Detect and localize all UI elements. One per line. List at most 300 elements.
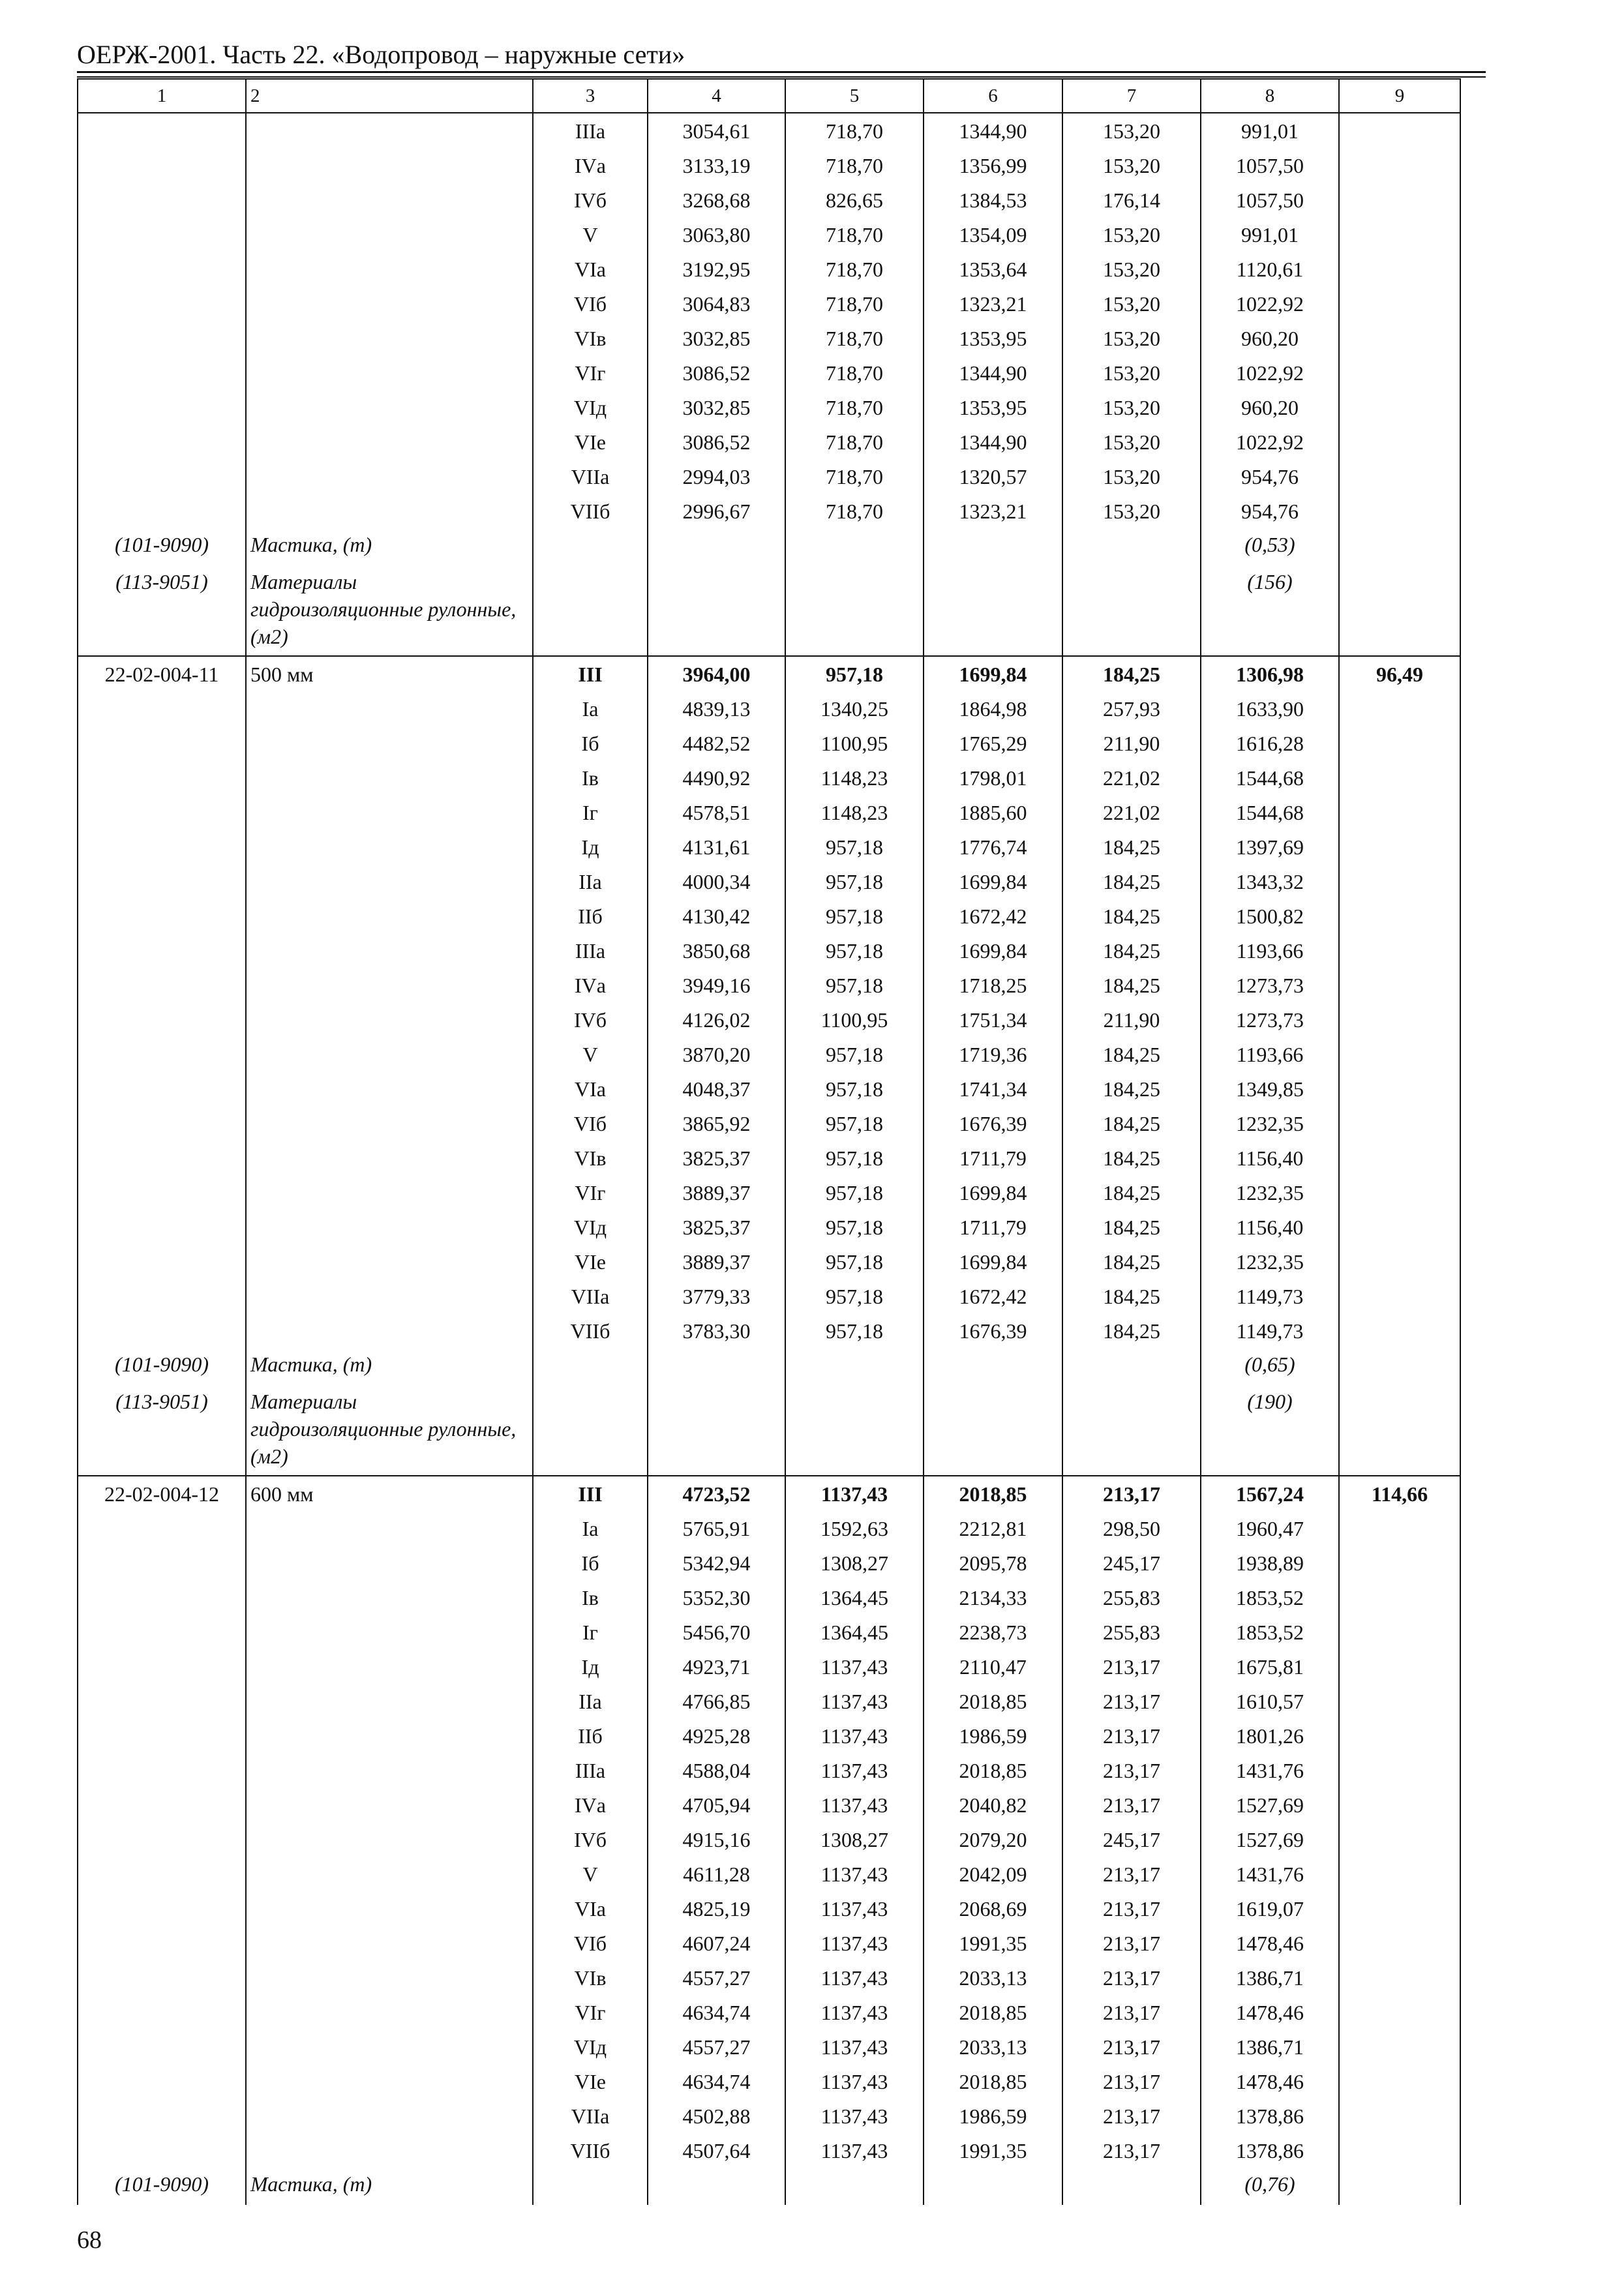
- table-row: [78, 691, 1460, 726]
- table-cell: [1339, 691, 1460, 726]
- table-cell: 1711,79: [924, 1210, 1062, 1244]
- table-cell: VIа: [533, 252, 648, 286]
- table-cell: 184,25: [1062, 656, 1201, 691]
- table-cell: V: [533, 217, 648, 252]
- table-cell: 1431,76: [1201, 1753, 1339, 1788]
- table-cell: 1544,68: [1201, 760, 1339, 795]
- table-cell: [1339, 1106, 1460, 1141]
- table-cell: 1137,43: [785, 1476, 924, 1511]
- table-row: [78, 1106, 1460, 1141]
- item-name-empty: [246, 1960, 533, 1995]
- table-cell: 4507,64: [648, 2133, 785, 2168]
- table-cell: VIб: [533, 1106, 648, 1141]
- table-cell: 1057,50: [1201, 183, 1339, 217]
- table-cell: 184,25: [1062, 1313, 1201, 1348]
- table-cell: 5342,94: [648, 1546, 785, 1580]
- table-cell: VIIа: [533, 1279, 648, 1313]
- table-cell: 213,17: [1062, 1476, 1201, 1511]
- item-code-empty: [78, 1753, 246, 1788]
- item-name-empty: [246, 1511, 533, 1546]
- table-cell: 960,20: [1201, 390, 1339, 425]
- item-name-empty: [246, 968, 533, 1002]
- resource-name: Мастика, (т): [246, 2168, 533, 2205]
- table-row: [78, 183, 1460, 217]
- column-header: 6: [924, 79, 1062, 113]
- table-cell: 4490,92: [648, 760, 785, 795]
- item-code-empty: [78, 795, 246, 830]
- table-cell: 1137,43: [785, 1684, 924, 1718]
- table-cell: 1676,39: [924, 1106, 1062, 1141]
- item-code-empty: [78, 830, 246, 864]
- item-code-empty: [78, 968, 246, 1002]
- table-row: [78, 726, 1460, 760]
- table-cell: [1339, 1313, 1460, 1348]
- table-cell: 960,20: [1201, 321, 1339, 355]
- table-cell: 1991,35: [924, 2133, 1062, 2168]
- resource-empty-cell: [1062, 528, 1201, 565]
- table-row: [78, 1511, 1460, 1546]
- table-row: [78, 217, 1460, 252]
- item-code-empty: [78, 355, 246, 390]
- table-cell: [1339, 1071, 1460, 1106]
- table-row: [78, 864, 1460, 899]
- table-cell: 1527,69: [1201, 1822, 1339, 1857]
- item-name: [246, 113, 533, 148]
- table-cell: 4131,61: [648, 830, 785, 864]
- table-cell: 1718,25: [924, 968, 1062, 1002]
- table-cell: [1339, 425, 1460, 459]
- table-cell: [1339, 1995, 1460, 2029]
- resource-row: [78, 1385, 1460, 1476]
- table-cell: VIд: [533, 390, 648, 425]
- table-row: [78, 1071, 1460, 1106]
- table-cell: 957,18: [785, 1313, 924, 1348]
- table-cell: VIе: [533, 1244, 648, 1279]
- table-cell: 1022,92: [1201, 355, 1339, 390]
- table-row: [78, 286, 1460, 321]
- table-cell: 718,70: [785, 148, 924, 183]
- table-cell: 1751,34: [924, 1002, 1062, 1037]
- table-cell: 213,17: [1062, 1960, 1201, 1995]
- table-cell: 1386,71: [1201, 2029, 1339, 2064]
- item-code-empty: [78, 1511, 246, 1546]
- table-row: [78, 1995, 1460, 2029]
- table-cell: 1675,81: [1201, 1649, 1339, 1684]
- table-row: [78, 1002, 1460, 1037]
- table-cell: VIIа: [533, 2099, 648, 2133]
- table-row: [78, 1244, 1460, 1279]
- table-cell: 1308,27: [785, 1546, 924, 1580]
- table-cell: 1353,64: [924, 252, 1062, 286]
- column-header: 7: [1062, 79, 1201, 113]
- table-cell: 1960,47: [1201, 1511, 1339, 1546]
- table-row: [78, 1891, 1460, 1926]
- resource-name: Материалы гидроизоляционные рулонные, (м2): [246, 1385, 533, 1476]
- table-cell: 718,70: [785, 425, 924, 459]
- item-name-empty: [246, 390, 533, 425]
- table-cell: 1344,90: [924, 355, 1062, 390]
- page-number: 68: [77, 2226, 102, 2254]
- table-cell: 718,70: [785, 355, 924, 390]
- header-rule: [77, 71, 1486, 73]
- table-row: [78, 113, 1460, 148]
- table-cell: 3850,68: [648, 933, 785, 968]
- resource-empty-cell: [648, 1385, 785, 1476]
- resource-code: (113-9051): [78, 565, 246, 656]
- table-cell: VIб: [533, 1926, 648, 1960]
- table-cell: 114,66: [1339, 1476, 1460, 1511]
- item-code-empty: [78, 1857, 246, 1891]
- resource-empty-cell: [648, 2168, 785, 2205]
- table-cell: VIг: [533, 1995, 648, 2029]
- table-cell: 1156,40: [1201, 1210, 1339, 1244]
- table-cell: [1339, 459, 1460, 494]
- table-cell: 1149,73: [1201, 1313, 1339, 1348]
- table-cell: IIа: [533, 864, 648, 899]
- page-header: ОЕРЖ-2001. Часть 22. «Водопровод – наружные сети»: [77, 40, 685, 69]
- item-code-empty: [78, 1071, 246, 1106]
- table-cell: VIд: [533, 2029, 648, 2064]
- table-row: [78, 1649, 1460, 1684]
- table-cell: 4923,71: [648, 1649, 785, 1684]
- table-cell: IIб: [533, 899, 648, 933]
- resource-empty-cell: [924, 565, 1062, 656]
- table-cell: IIIа: [533, 933, 648, 968]
- table-cell: 1353,95: [924, 321, 1062, 355]
- item-code-empty: [78, 1141, 246, 1175]
- table-cell: [1339, 1788, 1460, 1822]
- table-cell: 1711,79: [924, 1141, 1062, 1175]
- item-name-empty: [246, 1891, 533, 1926]
- table-cell: 1149,73: [1201, 1279, 1339, 1313]
- table-cell: 4126,02: [648, 1002, 785, 1037]
- table-cell: 3054,61: [648, 113, 785, 148]
- table-row: [78, 1857, 1460, 1891]
- table-cell: 1137,43: [785, 2029, 924, 2064]
- table-cell: 211,90: [1062, 1002, 1201, 1037]
- table-cell: [1339, 2133, 1460, 2168]
- table-cell: 2095,78: [924, 1546, 1062, 1580]
- table-cell: 1340,25: [785, 691, 924, 726]
- resource-empty-cell: [785, 528, 924, 565]
- item-name-empty: [246, 1002, 533, 1037]
- table-cell: 4502,88: [648, 2099, 785, 2133]
- table-cell: 4723,52: [648, 1476, 785, 1511]
- item-name-empty: [246, 2133, 533, 2168]
- table-cell: 1633,90: [1201, 691, 1339, 726]
- table-cell: 1986,59: [924, 2099, 1062, 2133]
- table-row: [78, 459, 1460, 494]
- table-cell: [1339, 1580, 1460, 1615]
- table-cell: IIIа: [533, 113, 648, 148]
- column-header: 9: [1339, 79, 1460, 113]
- table-cell: 153,20: [1062, 148, 1201, 183]
- table-row: [78, 1615, 1460, 1649]
- table-cell: [1339, 355, 1460, 390]
- table-cell: Iа: [533, 1511, 648, 1546]
- item-code-empty: [78, 494, 246, 528]
- table-cell: 1343,32: [1201, 864, 1339, 899]
- table-cell: 1938,89: [1201, 1546, 1339, 1580]
- item-code-empty: [78, 2064, 246, 2099]
- table-cell: [1339, 1244, 1460, 1279]
- table-cell: 3032,85: [648, 321, 785, 355]
- table-cell: Iд: [533, 1649, 648, 1684]
- item-code-empty: [78, 1615, 246, 1649]
- table-cell: 184,25: [1062, 1071, 1201, 1106]
- table-cell: 213,17: [1062, 1891, 1201, 1926]
- table-cell: 957,18: [785, 1279, 924, 1313]
- table-cell: 3783,30: [648, 1313, 785, 1348]
- item-name-empty: [246, 2029, 533, 2064]
- table-cell: 1699,84: [924, 656, 1062, 691]
- table-cell: 1378,86: [1201, 2133, 1339, 2168]
- table-cell: 1527,69: [1201, 1788, 1339, 1822]
- table-cell: 245,17: [1062, 1546, 1201, 1580]
- table-row: [78, 795, 1460, 830]
- item-name: 600 мм: [246, 1476, 533, 1511]
- table-cell: [1339, 1857, 1460, 1891]
- item-name-empty: [246, 1580, 533, 1615]
- table-cell: 213,17: [1062, 1684, 1201, 1718]
- table-cell: Iб: [533, 1546, 648, 1580]
- resource-code: (113-9051): [78, 1385, 246, 1476]
- item-name-empty: [246, 1244, 533, 1279]
- table-cell: 1364,45: [785, 1615, 924, 1649]
- item-code: 22-02-004-11: [78, 656, 246, 691]
- column-header: 8: [1201, 79, 1339, 113]
- table-cell: 2068,69: [924, 1891, 1062, 1926]
- table-cell: 2042,09: [924, 1857, 1062, 1891]
- item-name-empty: [246, 2099, 533, 2133]
- resource-empty-cell: [1062, 2168, 1201, 2205]
- table-row: [78, 1546, 1460, 1580]
- resource-value: (0,65): [1201, 1348, 1339, 1385]
- table-cell: 826,65: [785, 183, 924, 217]
- table-row: [78, 1476, 1460, 1511]
- item-name-empty: [246, 1546, 533, 1580]
- table-cell: VIа: [533, 1071, 648, 1106]
- item-name-empty: [246, 183, 533, 217]
- table-cell: [1339, 864, 1460, 899]
- table-cell: V: [533, 1857, 648, 1891]
- item-code-empty: [78, 425, 246, 459]
- table-cell: 1801,26: [1201, 1718, 1339, 1753]
- table-cell: 3064,83: [648, 286, 785, 321]
- table-cell: 1478,46: [1201, 1995, 1339, 2029]
- table-cell: Iа: [533, 691, 648, 726]
- table-row: [78, 1175, 1460, 1210]
- table-cell: 1137,43: [785, 1788, 924, 1822]
- table-cell: VIв: [533, 321, 648, 355]
- table-row: [78, 425, 1460, 459]
- item-code-empty: [78, 691, 246, 726]
- table-row: [78, 1580, 1460, 1615]
- table-cell: III: [533, 656, 648, 691]
- table-cell: 1137,43: [785, 2133, 924, 2168]
- table-cell: 221,02: [1062, 760, 1201, 795]
- table-cell: 1986,59: [924, 1718, 1062, 1753]
- table-cell: 213,17: [1062, 1753, 1201, 1788]
- table-cell: 4766,85: [648, 1684, 785, 1718]
- table-cell: Iг: [533, 1615, 648, 1649]
- table-cell: Iд: [533, 830, 648, 864]
- resource-empty-cell: [1339, 528, 1460, 565]
- table-cell: 1308,27: [785, 1822, 924, 1857]
- item-code-empty: [78, 1891, 246, 1926]
- resource-empty-cell: [785, 1348, 924, 1385]
- table-cell: 5456,70: [648, 1615, 785, 1649]
- table-cell: 1148,23: [785, 760, 924, 795]
- item-name-empty: [246, 1313, 533, 1348]
- table-cell: 245,17: [1062, 1822, 1201, 1857]
- table-row: [78, 1926, 1460, 1960]
- table-cell: 954,76: [1201, 494, 1339, 528]
- table-cell: 153,20: [1062, 252, 1201, 286]
- table-cell: 957,18: [785, 1071, 924, 1106]
- table-cell: 1431,76: [1201, 1857, 1339, 1891]
- table-cell: [1339, 760, 1460, 795]
- table-row: [78, 1210, 1460, 1244]
- table-cell: IIа: [533, 1684, 648, 1718]
- table-row: [78, 2029, 1460, 2064]
- item-code-empty: [78, 1210, 246, 1244]
- table-cell: 3032,85: [648, 390, 785, 425]
- item-name-empty: [246, 148, 533, 183]
- table-cell: 153,20: [1062, 494, 1201, 528]
- table-cell: 153,20: [1062, 286, 1201, 321]
- table-cell: 4048,37: [648, 1071, 785, 1106]
- table-cell: 957,18: [785, 1106, 924, 1141]
- table-cell: 4557,27: [648, 2029, 785, 2064]
- table-row: [78, 899, 1460, 933]
- table-cell: IVб: [533, 1002, 648, 1037]
- table-cell: [1339, 1926, 1460, 1960]
- table-cell: 1022,92: [1201, 425, 1339, 459]
- table-cell: [1339, 1511, 1460, 1546]
- table-cell: 184,25: [1062, 830, 1201, 864]
- table-cell: IVа: [533, 1788, 648, 1822]
- table-cell: IIIа: [533, 1753, 648, 1788]
- table-cell: 184,25: [1062, 1141, 1201, 1175]
- table-cell: 1306,98: [1201, 656, 1339, 691]
- table-cell: VIв: [533, 1960, 648, 1995]
- table-row: [78, 1753, 1460, 1788]
- table-cell: 1323,21: [924, 286, 1062, 321]
- table-cell: 2033,13: [924, 2029, 1062, 2064]
- table-row: [78, 390, 1460, 425]
- item-code-empty: [78, 252, 246, 286]
- table-row: [78, 1788, 1460, 1822]
- table-cell: [1339, 148, 1460, 183]
- table-cell: 718,70: [785, 390, 924, 425]
- resource-empty-cell: [1339, 1348, 1460, 1385]
- table-cell: [1339, 1037, 1460, 1071]
- column-header: 4: [648, 79, 785, 113]
- table-cell: 4000,34: [648, 864, 785, 899]
- table-cell: VIIб: [533, 2133, 648, 2168]
- table-cell: 4482,52: [648, 726, 785, 760]
- table-cell: 5352,30: [648, 1580, 785, 1615]
- table-cell: 298,50: [1062, 1511, 1201, 1546]
- table-cell: 957,18: [785, 1210, 924, 1244]
- item-code-empty: [78, 2029, 246, 2064]
- item-code-empty: [78, 1002, 246, 1037]
- item-code-empty: [78, 1926, 246, 1960]
- table-cell: VIд: [533, 1210, 648, 1244]
- table-cell: 4557,27: [648, 1960, 785, 1995]
- table-cell: 153,20: [1062, 390, 1201, 425]
- table-cell: 718,70: [785, 321, 924, 355]
- item-name-empty: [246, 1141, 533, 1175]
- table-cell: 1137,43: [785, 1753, 924, 1788]
- table-row: [78, 760, 1460, 795]
- table-cell: 213,17: [1062, 2029, 1201, 2064]
- table-cell: 4607,24: [648, 1926, 785, 1960]
- table-cell: [1339, 390, 1460, 425]
- table-cell: 957,18: [785, 1037, 924, 1071]
- table-cell: [1339, 1175, 1460, 1210]
- item-code-empty: [78, 2133, 246, 2168]
- item-code: 22-02-004-12: [78, 1476, 246, 1511]
- item-name-empty: [246, 1926, 533, 1960]
- item-code-empty: [78, 899, 246, 933]
- table-cell: 3086,52: [648, 425, 785, 459]
- resource-empty-cell: [533, 528, 648, 565]
- table-cell: Iв: [533, 1580, 648, 1615]
- resource-empty-cell: [533, 565, 648, 656]
- item-name: 500 мм: [246, 656, 533, 691]
- item-code-empty: [78, 321, 246, 355]
- table-cell: VIIа: [533, 459, 648, 494]
- item-code-empty: [78, 1313, 246, 1348]
- table-cell: [1339, 1684, 1460, 1718]
- item-name-empty: [246, 2064, 533, 2099]
- table-cell: 1378,86: [1201, 2099, 1339, 2133]
- table-row: [78, 1718, 1460, 1753]
- table-cell: [1339, 113, 1460, 148]
- item-code-empty: [78, 864, 246, 899]
- item-name-empty: [246, 217, 533, 252]
- table-cell: [1339, 2064, 1460, 2099]
- resource-name: Мастика, (т): [246, 528, 533, 565]
- table-cell: 718,70: [785, 459, 924, 494]
- item-name-empty: [246, 1788, 533, 1822]
- resource-code: (101-9090): [78, 1348, 246, 1385]
- item-name-empty: [246, 459, 533, 494]
- table-cell: 1776,74: [924, 830, 1062, 864]
- resource-empty-cell: [785, 2168, 924, 2205]
- table-cell: 991,01: [1201, 113, 1339, 148]
- table-cell: 1356,99: [924, 148, 1062, 183]
- table-cell: 957,18: [785, 899, 924, 933]
- table-cell: 4925,28: [648, 1718, 785, 1753]
- table-cell: 1478,46: [1201, 2064, 1339, 2099]
- table-cell: [1339, 1210, 1460, 1244]
- table-cell: [1339, 252, 1460, 286]
- resource-empty-cell: [924, 1385, 1062, 1476]
- table-cell: [1339, 830, 1460, 864]
- item-code: [78, 113, 246, 148]
- table-cell: 718,70: [785, 217, 924, 252]
- item-code-empty: [78, 148, 246, 183]
- item-code-empty: [78, 1037, 246, 1071]
- table-cell: [1339, 968, 1460, 1002]
- table-cell: 2212,81: [924, 1511, 1062, 1546]
- table-cell: 4634,74: [648, 1995, 785, 2029]
- table-cell: 2018,85: [924, 1476, 1062, 1511]
- table-cell: 153,20: [1062, 113, 1201, 148]
